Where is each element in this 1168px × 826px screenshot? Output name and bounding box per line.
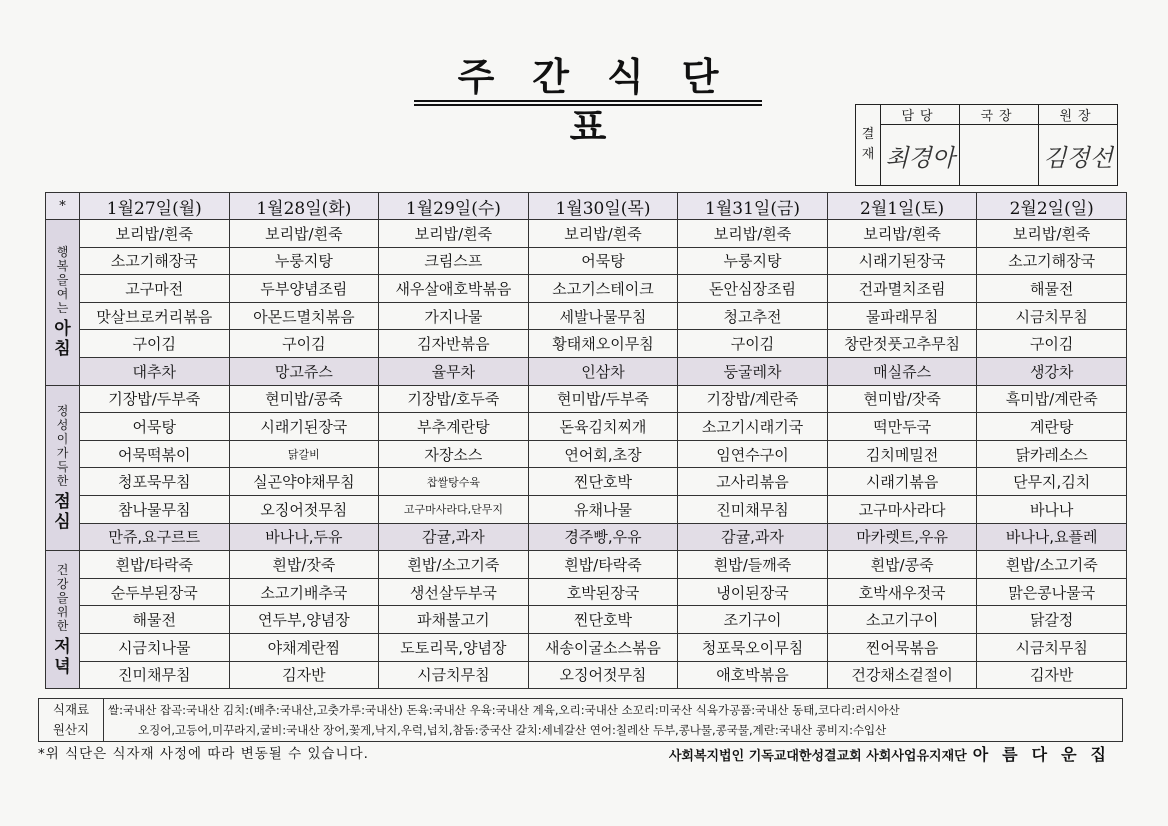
- menu-cell: 물파래무침: [827, 302, 977, 330]
- menu-cell: 구이김: [678, 330, 828, 358]
- menu-cell: 고구마사라다,단무지: [379, 495, 529, 523]
- menu-cell: 보리밥/흰죽: [678, 220, 828, 248]
- menu-cell: 매실쥬스: [827, 357, 977, 385]
- menu-row: [46, 633, 1127, 661]
- menu-cell: 실곤약야채무침: [229, 468, 379, 496]
- menu-cell: 보리밥/흰죽: [379, 220, 529, 248]
- menu-cell: 가지나물: [379, 302, 529, 330]
- menu-row: [46, 385, 1127, 413]
- menu-cell: 연두부,양념장: [229, 606, 379, 634]
- menu-cell: 율무차: [379, 357, 529, 385]
- menu-cell: 야채계란찜: [229, 633, 379, 661]
- menu-cell: 고구마전: [80, 275, 230, 303]
- organization: [669, 742, 1120, 765]
- menu-cell: 어묵탕: [528, 247, 678, 275]
- menu-row: [46, 661, 1127, 689]
- menu-cell: 시래기된장국: [229, 413, 379, 441]
- menu-cell: 누룽지탕: [678, 247, 828, 275]
- menu-cell: 크림스프: [379, 247, 529, 275]
- menu-cell: 흰밥/타락죽: [80, 551, 230, 579]
- menu-cell: 청고추전: [678, 302, 828, 330]
- menu-cell: 냉이된장국: [678, 578, 828, 606]
- menu-cell: 시금치무침: [977, 633, 1127, 661]
- corner-cell: *: [46, 193, 80, 220]
- menu-cell: 보리밥/흰죽: [977, 220, 1127, 248]
- day-header: 1월30일(목): [528, 193, 678, 220]
- menu-cell: 기장밥/호두죽: [379, 385, 529, 413]
- approval-header-director: 국장: [960, 105, 1039, 125]
- menu-cell: 찐단호박: [528, 606, 678, 634]
- menu-row: [46, 247, 1127, 275]
- menu-row: [46, 495, 1127, 523]
- menu-cell: 소고기배추국: [229, 578, 379, 606]
- menu-cell: 찹쌀탕수육: [379, 468, 529, 496]
- menu-cell: 청포묵오이무침: [678, 633, 828, 661]
- menu-cell: 건과멸치조림: [827, 275, 977, 303]
- menu-row: [46, 302, 1127, 330]
- menu-cell: 부추계란탕: [379, 413, 529, 441]
- menu-cell: 대추차: [80, 357, 230, 385]
- menu-cell: 김자반: [977, 661, 1127, 689]
- menu-cell: 건강채소겉절이: [827, 661, 977, 689]
- menu-cell: 맑은콩나물국: [977, 578, 1127, 606]
- menu-cell: 떡만두국: [827, 413, 977, 441]
- menu-cell: 흰밥/소고기죽: [379, 551, 529, 579]
- day-header: 1월27일(월): [80, 193, 230, 220]
- page-title: 주간식단표: [414, 52, 762, 102]
- menu-cell: 경주빵,우유: [528, 523, 678, 551]
- menu-cell: 바나나,요플레: [977, 523, 1127, 551]
- menu-cell: 구이김: [977, 330, 1127, 358]
- menu-cell: 보리밥/흰죽: [80, 220, 230, 248]
- origin-label: [39, 699, 104, 742]
- menu-cell: 감귤,과자: [379, 523, 529, 551]
- menu-cell: 해물전: [977, 275, 1127, 303]
- menu-cell: 애호박볶음: [678, 661, 828, 689]
- meal-name: 저녁: [54, 636, 71, 677]
- menu-cell: 돈육김치찌개: [528, 413, 678, 441]
- menu-cell: 흰밥/콩죽: [827, 551, 977, 579]
- menu-row: [46, 330, 1127, 358]
- menu-cell: 보리밥/흰죽: [528, 220, 678, 248]
- menu-cell: 해물전: [80, 606, 230, 634]
- meal-slogan: 건강을위한: [56, 562, 69, 633]
- meal-name: 아침: [54, 319, 71, 360]
- menu-cell: 청포묵무침: [80, 468, 230, 496]
- signature-director: [960, 125, 1039, 186]
- menu-cell: 김자반볶음: [379, 330, 529, 358]
- menu-cell: 둥굴레차: [678, 357, 828, 385]
- menu-cell: 망고쥬스: [229, 357, 379, 385]
- menu-cell: 어묵떡볶이: [80, 440, 230, 468]
- menu-cell: 단무지,김치: [977, 468, 1127, 496]
- menu-cell: 호박새우젓국: [827, 578, 977, 606]
- menu-cell: 기장밥/계란죽: [678, 385, 828, 413]
- menu-cell: 현미밥/두부죽: [528, 385, 678, 413]
- menu-cell: 찐단호박: [528, 468, 678, 496]
- menu-cell: 흰밥/잣죽: [229, 551, 379, 579]
- menu-cell: 시금치무침: [977, 302, 1127, 330]
- menu-table: [45, 192, 1127, 689]
- menu-cell: 시금치무침: [379, 661, 529, 689]
- menu-cell: 소고기해장국: [80, 247, 230, 275]
- menu-cell: 순두부된장국: [80, 578, 230, 606]
- menu-cell: 보리밥/흰죽: [229, 220, 379, 248]
- menu-cell: 생선살두부국: [379, 578, 529, 606]
- menu-cell: 현미밥/콩죽: [229, 385, 379, 413]
- menu-cell: 시래기된장국: [827, 247, 977, 275]
- menu-cell: 새송이굴소스볶음: [528, 633, 678, 661]
- menu-cell: 소고기구이: [827, 606, 977, 634]
- menu-cell: 유채나물: [528, 495, 678, 523]
- menu-row: [46, 413, 1127, 441]
- menu-cell: 김자반: [229, 661, 379, 689]
- menu-cell: 감귤,과자: [678, 523, 828, 551]
- meal-name: 점심: [54, 491, 71, 532]
- menu-cell: 황태채오이무침: [528, 330, 678, 358]
- menu-cell: 기장밥/두부죽: [80, 385, 230, 413]
- menu-cell: 진미채무침: [80, 661, 230, 689]
- signature-head: 김정선: [1039, 125, 1118, 186]
- menu-row: [46, 523, 1127, 551]
- menu-cell: 흰밥/소고기죽: [977, 551, 1127, 579]
- menu-cell: 현미밥/잣죽: [827, 385, 977, 413]
- signature-staff: 최경아: [881, 125, 960, 186]
- menu-row: [46, 220, 1127, 248]
- menu-cell: 진미채무침: [678, 495, 828, 523]
- organization-prefix: 사회복지법인 기독교대한성결교회 사회사업유지재단: [668, 749, 967, 764]
- menu-cell: 어묵탕: [80, 413, 230, 441]
- menu-cell: 흑미밥/계란죽: [977, 385, 1127, 413]
- menu-row: [46, 578, 1127, 606]
- menu-cell: 돈안심장조림: [678, 275, 828, 303]
- day-header: 2월2일(일): [977, 193, 1127, 220]
- menu-cell: 창란젓풋고추무침: [827, 330, 977, 358]
- menu-row: [46, 357, 1127, 385]
- menu-row: [46, 606, 1127, 634]
- organization-name: 아름다운집: [972, 745, 1120, 764]
- menu-cell: 세발나물무침: [528, 302, 678, 330]
- menu-cell: 고구마사라다: [827, 495, 977, 523]
- day-header: 2월1일(토): [827, 193, 977, 220]
- meal-label-cell: [46, 220, 80, 386]
- footnote: *위 식단은 식자재 사정에 따라 변동될 수 있습니다.: [38, 746, 369, 762]
- menu-cell: 계란탕: [977, 413, 1127, 441]
- menu-cell: 소고기해장국: [977, 247, 1127, 275]
- menu-cell: 참나물무침: [80, 495, 230, 523]
- menu-cell: 흰밥/들깨죽: [678, 551, 828, 579]
- menu-row: [46, 468, 1127, 496]
- menu-cell: 소고기시래기국: [678, 413, 828, 441]
- menu-cell: 임연수구이: [678, 440, 828, 468]
- origin-label-line2: 원산지: [52, 722, 90, 737]
- meal-slogan: 행복을여는: [56, 245, 69, 316]
- approval-box: [855, 104, 1118, 186]
- menu-cell: 소고기스테이크: [528, 275, 678, 303]
- day-header: 1월31일(금): [678, 193, 828, 220]
- menu-cell: 호박된장국: [528, 578, 678, 606]
- approval-label: [856, 105, 881, 186]
- approval-header-staff: 담당: [881, 105, 960, 125]
- approval-header-head: 원장: [1039, 105, 1118, 125]
- menu-row: [46, 440, 1127, 468]
- day-header: 1월29일(수): [379, 193, 529, 220]
- menu-cell: 오징어젓무침: [528, 661, 678, 689]
- menu-cell: 닭갈정: [977, 606, 1127, 634]
- menu-cell: 닭카레소스: [977, 440, 1127, 468]
- menu-cell: 누룽지탕: [229, 247, 379, 275]
- origin-label-line1: 식재료: [52, 702, 90, 717]
- menu-cell: 자장소스: [379, 440, 529, 468]
- day-header: 1월28일(화): [229, 193, 379, 220]
- meal-label-cell: [46, 385, 80, 551]
- menu-cell: 아몬드멸치볶음: [229, 302, 379, 330]
- menu-cell: 인삼차: [528, 357, 678, 385]
- menu-cell: 바나나,두유: [229, 523, 379, 551]
- origin-table: [38, 698, 1123, 742]
- menu-cell: 시금치나물: [80, 633, 230, 661]
- menu-cell: 파채불고기: [379, 606, 529, 634]
- menu-cell: 만쥬,요구르트: [80, 523, 230, 551]
- menu-cell: 생강차: [977, 357, 1127, 385]
- menu-cell: 닭갈비: [229, 440, 379, 468]
- menu-cell: 찐어묵볶음: [827, 633, 977, 661]
- menu-cell: 맛살브로커리볶음: [80, 302, 230, 330]
- menu-cell: 구이김: [80, 330, 230, 358]
- menu-cell: 시래기볶음: [827, 468, 977, 496]
- menu-cell: 두부양념조림: [229, 275, 379, 303]
- menu-cell: 바나나: [977, 495, 1127, 523]
- menu-cell: 조기구이: [678, 606, 828, 634]
- origin-text: [104, 699, 1123, 742]
- menu-cell: 고사리볶음: [678, 468, 828, 496]
- menu-cell: 도토리묵,양념장: [379, 633, 529, 661]
- menu-cell: 구이김: [229, 330, 379, 358]
- menu-cell: 새우살애호박볶음: [379, 275, 529, 303]
- meal-slogan: 정성이가득한: [56, 403, 69, 488]
- menu-cell: 오징어젓무침: [229, 495, 379, 523]
- meal-label-cell: [46, 551, 80, 689]
- header-row: [46, 193, 1127, 220]
- menu-row: [46, 551, 1127, 579]
- menu-cell: 연어회,초장: [528, 440, 678, 468]
- approval-label-text: 결재: [861, 127, 875, 162]
- menu-row: [46, 275, 1127, 303]
- origin-line2: 오징어,고등어,미꾸라지,굴비:국내산 장어,꽃게,낙지,우럭,넙치,참돔:중국산 갈치:세네갈산 연어:칠레산 두부,콩나물,콩국물,계란:국내산 콩비지:수입산: [138, 723, 887, 737]
- menu-cell: 김치메밀전: [827, 440, 977, 468]
- origin-line1: 쌀:국내산 잡곡:국내산 김치:(배추:국내산,고춧가루:국내산) 돈육:국내산 우육:국내산 계육,오리:국내산 소꼬리:미국산 식육가공품:국내산 동태,코다리:러시아산: [108, 703, 900, 717]
- menu-cell: 흰밥/타락죽: [528, 551, 678, 579]
- menu-cell: 마카렛트,우유: [827, 523, 977, 551]
- menu-cell: 보리밥/흰죽: [827, 220, 977, 248]
